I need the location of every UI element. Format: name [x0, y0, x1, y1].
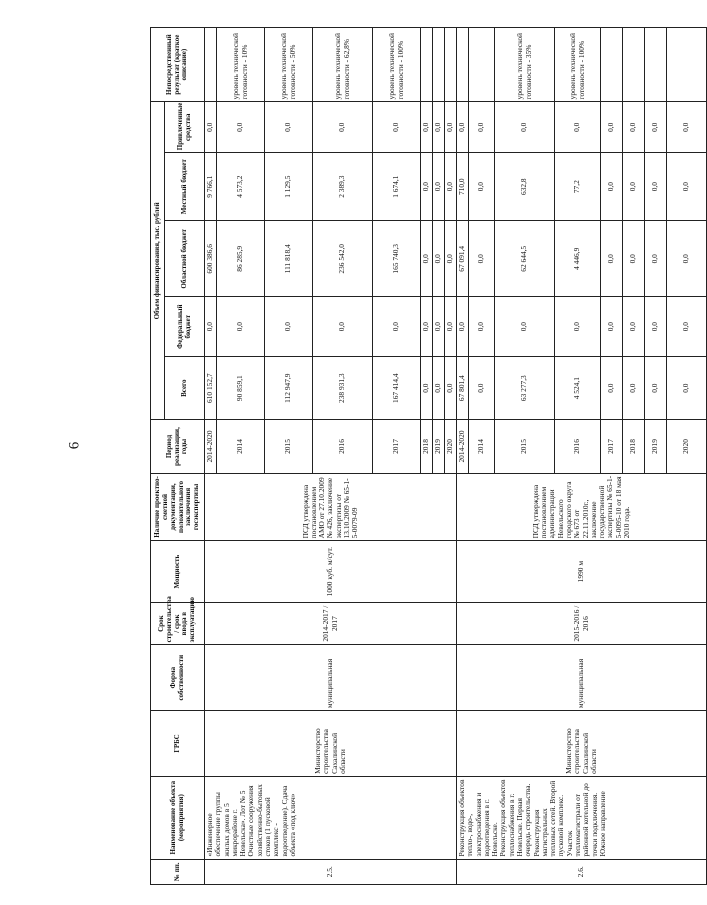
- federal-cell: 0,0: [623, 297, 645, 356]
- other-cell: 0,0: [555, 102, 601, 153]
- regional-cell: 0,0: [445, 221, 457, 297]
- period-cell: 2014: [217, 420, 265, 473]
- header-ownership: Форма собственности: [151, 645, 205, 711]
- result-cell: уровень технической готовности - 10%: [217, 28, 265, 102]
- federal-cell: 0,0: [205, 297, 217, 356]
- object-pd: ПСД утверждена постановлением АМО от 27.10.2009 № 426, заключение экспертизы от 13.10.2009 № 65-1-5-0079-09: [205, 473, 457, 541]
- federal-cell: 0,0: [373, 297, 421, 356]
- federal-cell: 0,0: [667, 297, 707, 356]
- other-cell: 0,0: [667, 102, 707, 153]
- header-pd: Наличие проектно-сметной документации, положительного заключения госэкспертизы: [151, 473, 205, 541]
- federal-cell: 0,0: [495, 297, 555, 356]
- total-cell: 0,0: [445, 356, 457, 420]
- total-cell: 0,0: [667, 356, 707, 420]
- regional-cell: 0,0: [469, 221, 495, 297]
- object-number: 2.5.: [205, 859, 457, 884]
- program-objects-table: [150, 27, 707, 885]
- federal-cell: 0,0: [445, 297, 457, 356]
- local-cell: 0,0: [601, 153, 623, 221]
- regional-cell: 67 091,4: [457, 221, 469, 297]
- other-cell: 0,0: [495, 102, 555, 153]
- other-cell: 0,0: [645, 102, 667, 153]
- period-cell: 2014-2020: [457, 420, 469, 473]
- regional-cell: 0,0: [601, 221, 623, 297]
- total-cell: 0,0: [469, 356, 495, 420]
- object-name: Реконструкция объектов тепло-, водо-, электроснабжения и водоотведения в г. Невельске. Реконструкция объектов теплоснабжения в г. Невельске. Первая очередь строительства. Реконструкция магистральных тепловых сетей. Второй пусковой комплекс. Участок тепломагистрали от районной котельной до точки подключения. Южное направление: [457, 776, 707, 859]
- total-cell: 0,0: [645, 356, 667, 420]
- period-cell: 2019: [433, 420, 445, 473]
- result-cell: уровень технической готовности - 100%: [373, 28, 421, 102]
- header-name: Наименование объекта (мероприятия): [151, 776, 205, 859]
- object-2-5: [205, 28, 457, 885]
- regional-cell: 165 740,3: [373, 221, 421, 297]
- period-cell: 2020: [667, 420, 707, 473]
- result-cell: уровень технической готовности - 35%: [495, 28, 555, 102]
- period-cell: 2015: [265, 420, 313, 473]
- local-cell: 632,8: [495, 153, 555, 221]
- other-cell: 0,0: [373, 102, 421, 153]
- regional-cell: 236 542,0: [313, 221, 373, 297]
- result-cell: уровень технической готовности - 100%: [555, 28, 601, 102]
- local-cell: 77,2: [555, 153, 601, 221]
- total-cell: 112 947,9: [265, 356, 313, 420]
- result-cell: [445, 28, 457, 102]
- local-cell: 0,0: [445, 153, 457, 221]
- federal-cell: 0,0: [217, 297, 265, 356]
- table-row: [205, 28, 217, 885]
- result-cell: [469, 28, 495, 102]
- header-total: Всего: [165, 356, 205, 420]
- local-cell: 0,0: [433, 153, 445, 221]
- total-cell: 0,0: [433, 356, 445, 420]
- header-period: Период реализации, годы: [151, 420, 205, 473]
- object-number: 2.6.: [457, 859, 707, 884]
- header-term: Срок строительства / срок ввода в эксплуатацию: [151, 602, 205, 644]
- period-cell: 2018: [421, 420, 433, 473]
- regional-cell: 0,0: [433, 221, 445, 297]
- period-cell: 2017: [373, 420, 421, 473]
- header-regional: Областной бюджет: [165, 221, 205, 297]
- result-cell: уровень технической готовности - 62,8%: [313, 28, 373, 102]
- local-cell: 0,0: [623, 153, 645, 221]
- period-cell: 2016: [555, 420, 601, 473]
- total-cell: 4 524,1: [555, 356, 601, 420]
- object-capacity: 1990 м: [457, 541, 707, 603]
- other-cell: 0,0: [265, 102, 313, 153]
- rotated-table-container: [150, 27, 691, 885]
- local-cell: 0,0: [645, 153, 667, 221]
- period-cell: 2019: [645, 420, 667, 473]
- local-cell: 1 129,5: [265, 153, 313, 221]
- federal-cell: 0,0: [421, 297, 433, 356]
- local-cell: 0,0: [667, 153, 707, 221]
- header-local: Местный бюджет: [165, 153, 205, 221]
- total-cell: 63 277,3: [495, 356, 555, 420]
- total-cell: 0,0: [421, 356, 433, 420]
- header-num: № пп.: [151, 859, 205, 884]
- regional-cell: 111 818,4: [265, 221, 313, 297]
- period-cell: 2015: [495, 420, 555, 473]
- other-cell: 0,0: [601, 102, 623, 153]
- header-funding: Объем финансирования, тыс. рублей: [151, 102, 165, 420]
- total-cell: 610 152,7: [205, 356, 217, 420]
- regional-cell: 62 644,5: [495, 221, 555, 297]
- period-cell: 2016: [313, 420, 373, 473]
- period-cell: 2018: [623, 420, 645, 473]
- object-ownership: муниципальная: [205, 645, 457, 711]
- result-cell: уровень технической готовности - 50%: [265, 28, 313, 102]
- regional-cell: 86 285,9: [217, 221, 265, 297]
- result-cell: [457, 28, 469, 102]
- header-result: Непосредственный результат (краткое описание): [151, 28, 205, 102]
- regional-cell: 0,0: [623, 221, 645, 297]
- table-row: [457, 28, 469, 885]
- regional-cell: 4 446,9: [555, 221, 601, 297]
- federal-cell: 0,0: [645, 297, 667, 356]
- federal-cell: 0,0: [457, 297, 469, 356]
- other-cell: 0,0: [433, 102, 445, 153]
- federal-cell: 0,0: [265, 297, 313, 356]
- other-cell: 0,0: [445, 102, 457, 153]
- total-cell: 90 859,1: [217, 356, 265, 420]
- result-cell: [645, 28, 667, 102]
- regional-cell: 600 386,6: [205, 221, 217, 297]
- other-cell: 0,0: [217, 102, 265, 153]
- object-term: 2015-2016 / 2016: [457, 602, 707, 644]
- total-cell: 167 414,4: [373, 356, 421, 420]
- result-cell: [601, 28, 623, 102]
- object-term: 2014-2017 / 2017: [205, 602, 457, 644]
- result-cell: [421, 28, 433, 102]
- result-cell: [667, 28, 707, 102]
- other-cell: 0,0: [623, 102, 645, 153]
- total-cell: 0,0: [623, 356, 645, 420]
- object-capacity: 1000 куб. м/сут.: [205, 541, 457, 603]
- object-2-6: [457, 28, 707, 885]
- federal-cell: 0,0: [469, 297, 495, 356]
- regional-cell: 0,0: [667, 221, 707, 297]
- object-grbs: Министерство строительства Сахалинской области: [205, 711, 457, 777]
- federal-cell: 0,0: [555, 297, 601, 356]
- result-cell: [433, 28, 445, 102]
- other-cell: 0,0: [205, 102, 217, 153]
- period-cell: 2017: [601, 420, 623, 473]
- federal-cell: 0,0: [433, 297, 445, 356]
- federal-cell: 0,0: [601, 297, 623, 356]
- local-cell: 9 766,1: [205, 153, 217, 221]
- period-cell: 2014: [469, 420, 495, 473]
- total-cell: 238 931,3: [313, 356, 373, 420]
- period-cell: 2014-2020: [205, 420, 217, 473]
- other-cell: 0,0: [313, 102, 373, 153]
- local-cell: 0,0: [421, 153, 433, 221]
- federal-cell: 0,0: [313, 297, 373, 356]
- other-cell: 0,0: [457, 102, 469, 153]
- local-cell: 1 674,1: [373, 153, 421, 221]
- object-pd: ПСД утверждена постановлением администрации Невельского городского округа № 673 от 22.11.2010г., заключение государственной экспертизы № 65-1-5-0095-10 от 18 мая 2010 года.: [457, 473, 707, 541]
- local-cell: 2 389,3: [313, 153, 373, 221]
- local-cell: 710,0: [457, 153, 469, 221]
- regional-cell: 0,0: [645, 221, 667, 297]
- object-ownership: муниципальная: [457, 645, 707, 711]
- total-cell: 67 801,4: [457, 356, 469, 420]
- object-grbs: Министерство строительства Сахалинской области: [457, 711, 707, 777]
- result-cell: [623, 28, 645, 102]
- header-grbs: ГРБС: [151, 711, 205, 777]
- other-cell: 0,0: [421, 102, 433, 153]
- local-cell: 4 573,2: [217, 153, 265, 221]
- header-other: Привлеченные средства: [165, 102, 205, 153]
- header-federal: Федеральный бюджет: [165, 297, 205, 356]
- period-cell: 2020: [445, 420, 457, 473]
- object-name: «Инженерное обеспечение группы жилых домов в 5 микрорайоне г. Невельска». Лот № 5 Очистные сооружения хозяйственно-бытовых стоков (1 пусковой комплекс - водоотведение). Сдача объекта «под ключ»: [205, 776, 457, 859]
- regional-cell: 0,0: [421, 221, 433, 297]
- header-capacity: Мощность: [151, 541, 205, 603]
- total-cell: 0,0: [601, 356, 623, 420]
- result-cell: [205, 28, 217, 102]
- page-number: 6: [66, 441, 83, 450]
- local-cell: 0,0: [469, 153, 495, 221]
- other-cell: 0,0: [469, 102, 495, 153]
